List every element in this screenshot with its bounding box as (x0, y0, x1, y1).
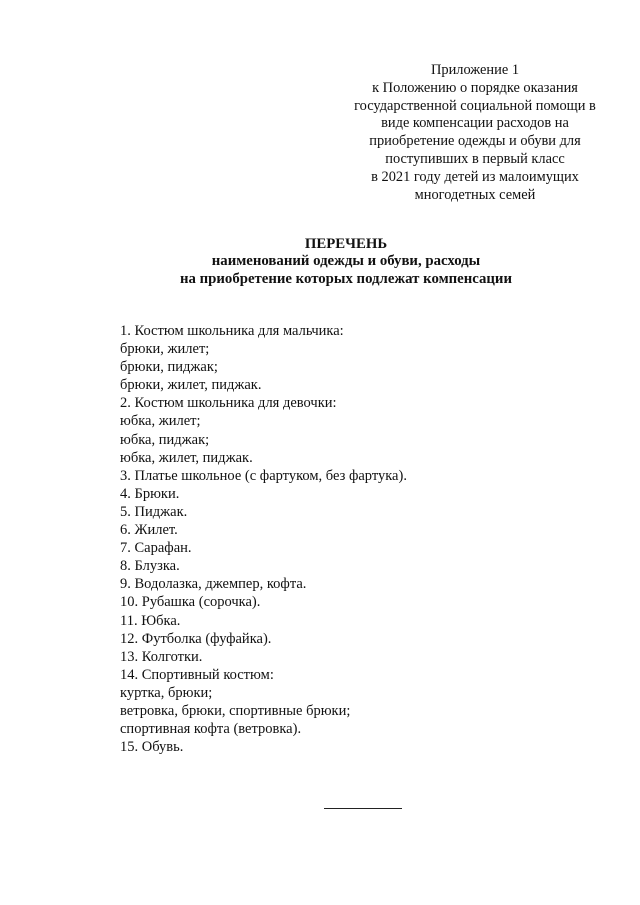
appendix-line: виде компенсации расходов на (381, 115, 569, 132)
list-subitem: брюки, жилет, пиджак. (120, 377, 262, 394)
list-item: 5. Пиджак. (120, 503, 188, 520)
list-item: 7. Сарафан. (120, 540, 192, 557)
appendix-header (336, 62, 614, 204)
appendix-line: приобретение одежды и обуви для (369, 133, 581, 150)
list-item: 3. Платье школьное (с фартуком, без фартука). (120, 467, 407, 484)
heading-title: ПЕРЕЧЕНЬ (304, 236, 388, 252)
list-subitem: юбка, жилет, пиджак. (120, 449, 253, 466)
list-subitem: юбка, жилет; (120, 413, 201, 430)
list-subitem: юбка, пиджак; (120, 431, 210, 448)
list-item: 10. Рубашка (сорочка). (120, 594, 261, 611)
list-item: 13. Колготки. (120, 648, 203, 665)
list-item: 6. Жилет. (120, 522, 178, 539)
appendix-line: в 2021 году детей из малоимущих (371, 168, 579, 185)
list-item: 2. Костюм школьника для девочки: (120, 395, 337, 412)
list-item: 8. Блузка. (120, 558, 180, 575)
appendix-line: государственной социальной помощи в (354, 97, 596, 114)
appendix-line: многодетных семей (414, 186, 536, 203)
list-subitem: брюки, пиджак; (120, 359, 218, 376)
appendix-line: поступивших в первый класс (385, 150, 565, 167)
appendix-line: Приложение 1 (430, 62, 520, 78)
document-heading (120, 236, 572, 288)
closing-rule (324, 808, 402, 809)
list-subitem: куртка, брюки; (120, 684, 213, 701)
list-item: 11. Юбка. (120, 612, 181, 629)
heading-subtitle-line: на приобретение которых подлежат компенсации (180, 270, 512, 287)
list-subitem: спортивная кофта (ветровка). (120, 721, 302, 738)
list-item: 14. Спортивный костюм: (120, 666, 274, 683)
list-item: 4. Брюки. (120, 485, 180, 502)
list-item: 15. Обувь. (120, 739, 184, 756)
list-item: 1. Костюм школьника для мальчика: (120, 323, 344, 339)
list-item: 9. Водолазка, джемпер, кофта. (120, 576, 307, 593)
list-subitem: ветровка, брюки, спортивные брюки; (120, 702, 351, 719)
list-subitem: брюки, жилет; (120, 341, 210, 358)
clothing-list (120, 322, 590, 756)
heading-subtitle-line: наименований одежды и обуви, расходы (211, 253, 481, 270)
list-item: 12. Футболка (фуфайка). (120, 630, 272, 647)
appendix-line: к Положению о порядке оказания (372, 79, 578, 96)
